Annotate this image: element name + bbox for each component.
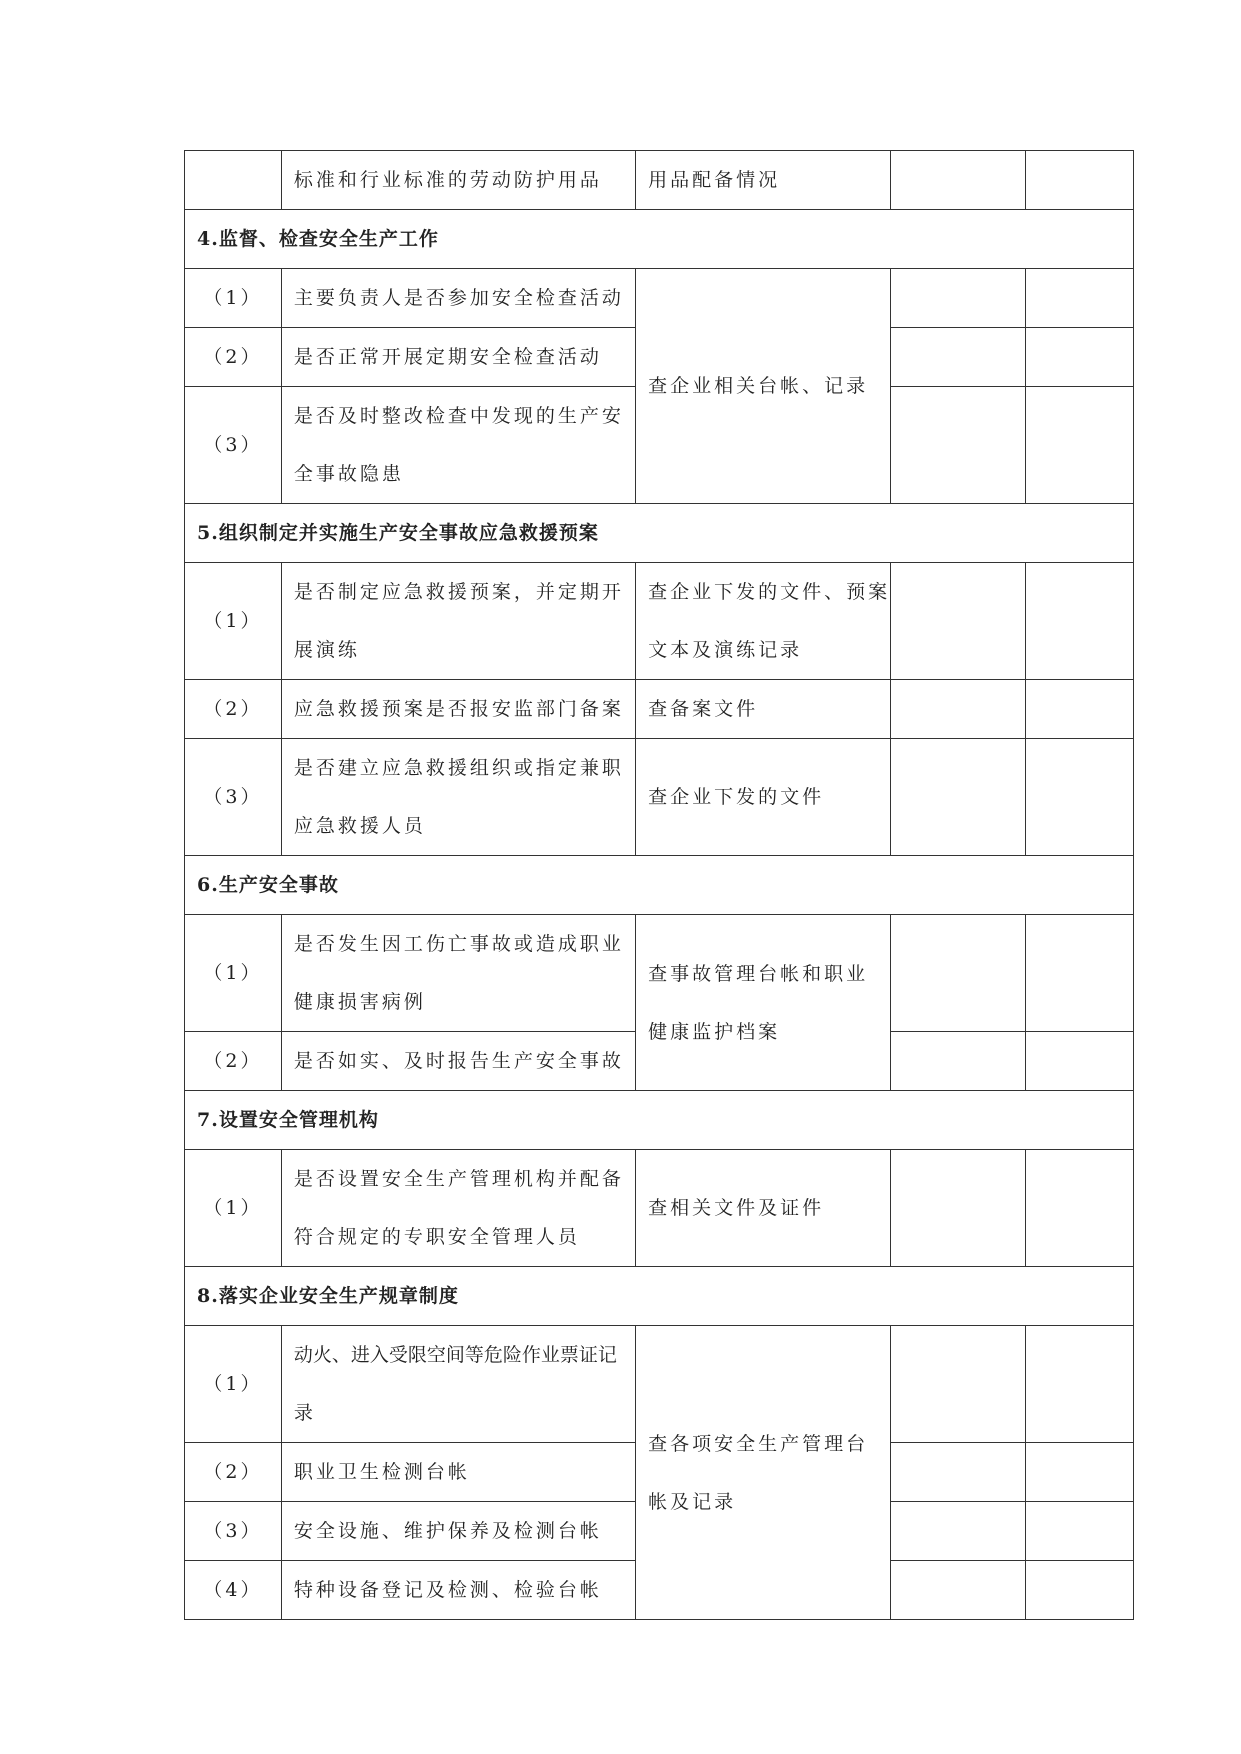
item-cell: 安全设施、维护保养及检测台帐 [281,1502,635,1561]
remark-cell [1025,563,1133,680]
section-title: 5.组织制定并实施生产安全事故应急救援预案 [185,504,1134,563]
item-cell: 主要负责人是否参加安全检查活动 [281,269,635,328]
result-cell [891,563,1026,680]
result-cell [891,328,1026,387]
item-cell: 是否发生因工伤亡事故或造成职业 健康损害病例 [281,915,635,1032]
row-number-cell: （3） [185,739,282,856]
remark-cell [1025,739,1133,856]
item-cell: 是否制定应急救援预案，并定期开 展演练 [281,563,635,680]
method-cell: 用品配备情况 [636,151,891,210]
section-title: 7.设置安全管理机构 [185,1091,1134,1150]
section-header-row [185,1267,1134,1326]
table-row [185,680,1134,739]
section-title: 4.监督、检查安全生产工作 [185,210,1134,269]
remark-cell [1025,680,1133,739]
row-number-cell: （2） [185,1443,282,1502]
remark-cell [1025,915,1133,1032]
result-cell [891,1326,1026,1443]
method-cell: 查事故管理台帐和职业 健康监护档案 [636,915,891,1091]
remark-cell [1025,328,1133,387]
row-number-cell: （1） [185,269,282,328]
table-row [185,269,1134,328]
remark-cell [1025,151,1133,210]
row-number-cell: （4） [185,1561,282,1620]
remark-cell [1025,1561,1133,1620]
table-row [185,151,1134,210]
result-cell [891,151,1026,210]
result-cell [891,1150,1026,1267]
row-number-cell: （3） [185,387,282,504]
remark-cell [1025,387,1133,504]
section-title: 6.生产安全事故 [185,856,1134,915]
result-cell [891,387,1026,504]
result-cell [891,680,1026,739]
row-number-cell [185,151,282,210]
item-cell: 应急救援预案是否报安监部门备案 [281,680,635,739]
item-cell: 是否正常开展定期安全检查活动 [281,328,635,387]
item-cell: 特种设备登记及检测、检验台帐 [281,1561,635,1620]
row-number-cell: （1） [185,1150,282,1267]
table-row [185,739,1134,856]
result-cell [891,739,1026,856]
method-cell: 查企业下发的文件、预案 文本及演练记录 [636,563,891,680]
method-cell: 查相关文件及证件 [636,1150,891,1267]
item-cell: 是否如实、及时报告生产安全事故 [281,1032,635,1091]
table-row [185,1150,1134,1267]
item-cell: 动火、进入受限空间等危险作业票证记录 [281,1326,635,1443]
item-cell: 职业卫生检测台帐 [281,1443,635,1502]
method-cell: 查各项安全生产管理台 帐及记录 [636,1326,891,1620]
row-number-cell: （1） [185,1326,282,1443]
remark-cell [1025,269,1133,328]
item-cell: 是否设置安全生产管理机构并配备 符合规定的专职安全管理人员 [281,1150,635,1267]
item-cell: 是否及时整改检查中发现的生产安 全事故隐患 [281,387,635,504]
table-row [185,563,1134,680]
result-cell [891,915,1026,1032]
table-row [185,1326,1134,1443]
item-cell: 是否建立应急救援组织或指定兼职 应急救援人员 [281,739,635,856]
section-header-row [185,210,1134,269]
remark-cell [1025,1326,1133,1443]
row-number-cell: （2） [185,1032,282,1091]
result-cell [891,1032,1026,1091]
section-header-row [185,856,1134,915]
row-number-cell: （1） [185,563,282,680]
remark-cell [1025,1150,1133,1267]
row-number-cell: （2） [185,328,282,387]
result-cell [891,269,1026,328]
method-cell: 查企业下发的文件 [636,739,891,856]
row-number-cell: （2） [185,680,282,739]
result-cell [891,1502,1026,1561]
section-header-row [185,504,1134,563]
method-cell: 查企业相关台帐、记录 [636,269,891,504]
item-cell: 标准和行业标准的劳动防护用品 [281,151,635,210]
method-cell: 查备案文件 [636,680,891,739]
row-number-cell: （1） [185,915,282,1032]
result-cell [891,1561,1026,1620]
table-row [185,915,1134,1032]
section-header-row [185,1091,1134,1150]
remark-cell [1025,1032,1133,1091]
result-cell [891,1443,1026,1502]
remark-cell [1025,1502,1133,1561]
section-title: 8.落实企业安全生产规章制度 [185,1267,1134,1326]
inspection-table [184,150,1134,1620]
row-number-cell: （3） [185,1502,282,1561]
remark-cell [1025,1443,1133,1502]
